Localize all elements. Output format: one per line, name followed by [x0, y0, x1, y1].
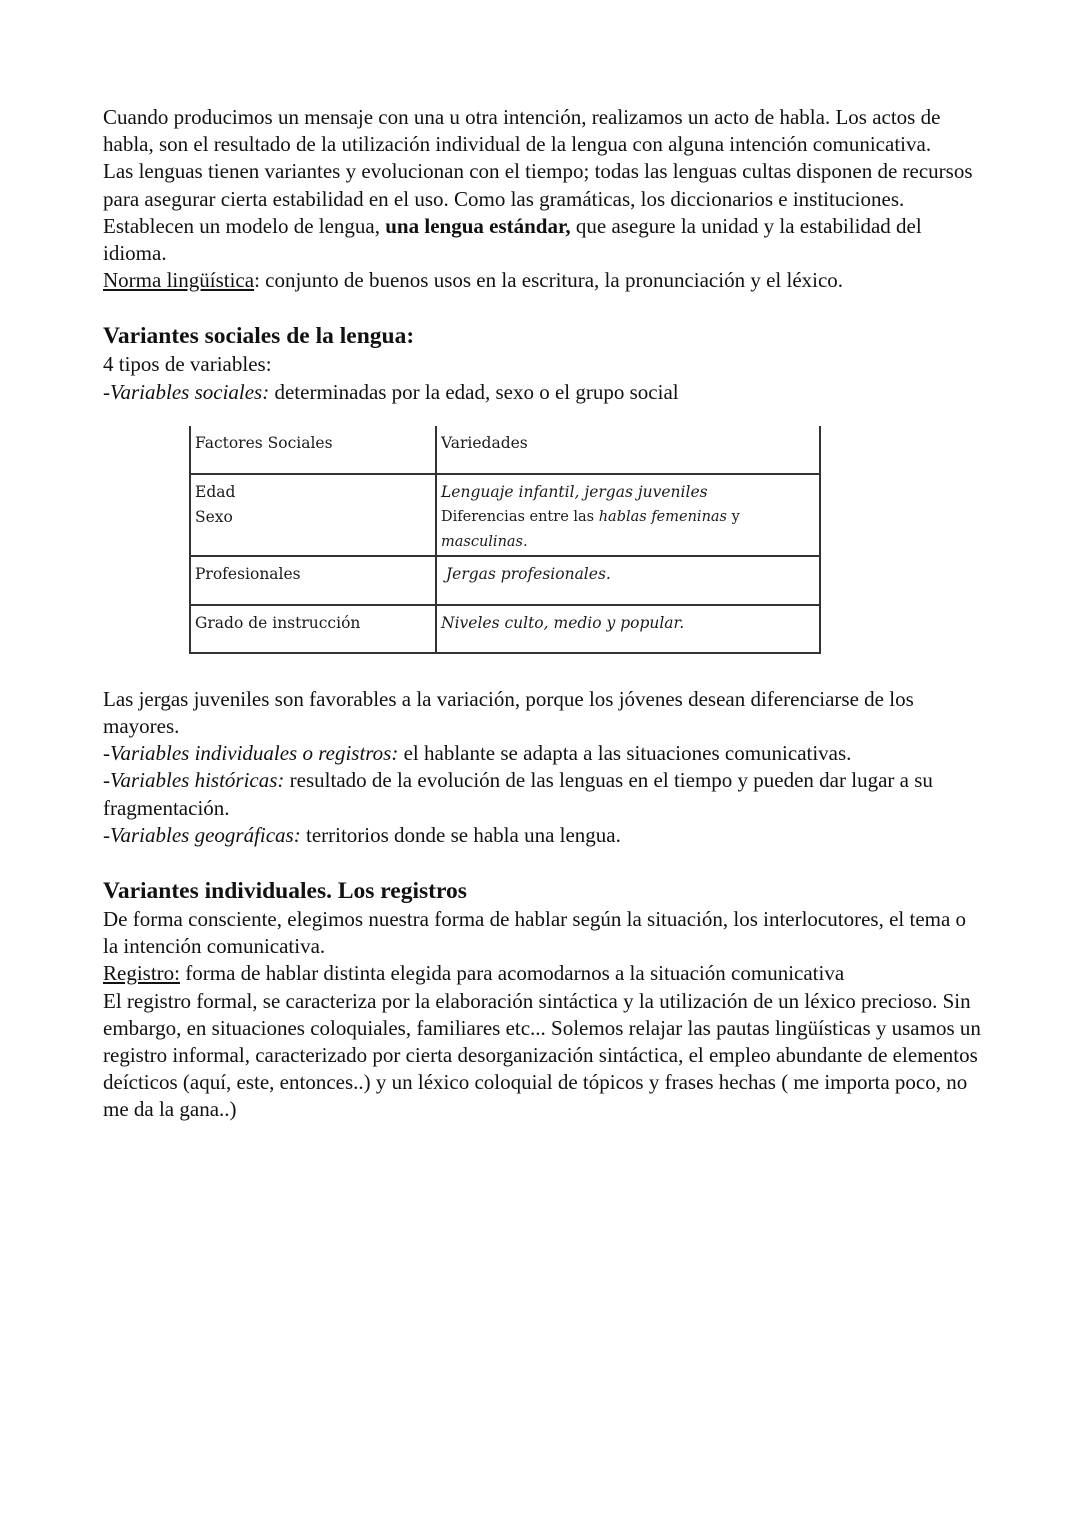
table-row [190, 474, 820, 556]
section-heading-social: Variantes sociales de la lengua: [103, 323, 415, 350]
norma-term: Norma lingüística [103, 268, 255, 293]
intro-paragraph-3 [103, 213, 983, 267]
registro-text: forma de hablar distinta elegida para acomodarnos a la situación comunicativa [180, 961, 845, 986]
table-row [190, 556, 820, 605]
table-header-cell: Factores Sociales [190, 426, 436, 474]
variable-text: el hablante se adapta a las situaciones comunicativas. [398, 741, 852, 766]
variable-item [103, 767, 983, 821]
norma-definition [103, 267, 983, 294]
variety-sexo [441, 505, 815, 555]
intro-text-pre: Establecen un modelo de lengua, [103, 213, 386, 238]
table-cell-variety [436, 474, 820, 556]
variety-edad: Lenguaje infantil, jergas juveniles [441, 482, 708, 501]
variable-label: -Variables individuales o registros: [103, 741, 399, 766]
table-cell-factor [190, 474, 436, 556]
variable-text: determinadas por la edad, sexo o el grupo social [269, 379, 679, 404]
intro-paragraph-1: Cuando producimos un mensaje con una u otra intención, realizamos un acto de habla. Los actos de habla, son el resultado de la utilización individual de la lengua con alguna intención comunicativa. [103, 105, 941, 157]
variable-item [103, 740, 983, 767]
document-page [103, 104, 983, 1124]
jergas-paragraph: Las jergas juveniles son favorables a la variación, porque los jóvenes desean diferenciarse de los mayores. [103, 686, 914, 739]
variety-italic: masculinas. [441, 533, 528, 550]
factor-edad: Edad [195, 482, 236, 501]
variable-text: resultado de la evolución de las lenguas en el tiempo y pueden dar lugar a su fragmentación. [103, 768, 933, 820]
table-cell-factor: Profesionales [190, 556, 436, 605]
table-row [190, 605, 820, 653]
table-header-cell: Variedades [436, 426, 820, 474]
registros-paragraph-2: El registro formal, se caracteriza por la elaboración sintáctica y la utilización de un léxico precioso. Sin embargo, en situaciones coloquiales, familiares etc... Solemos relajar las pautas lingüísticas y usamos un registro informal, caracterizado por cierta desorganización sintáctica, el empleo abundante de elementos deícticos (aquí, este, entonces..) y un léxico coloquial de tópicos y frases hechas ( me importa poco, no me da la gana..) [103, 988, 981, 1122]
standard-language-term: una lengua estándar, [385, 213, 571, 238]
section-heading-registros: Variantes individuales. Los registros [103, 878, 467, 905]
intro-paragraph-2: Las lenguas tienen variantes y evolucionan con el tiempo; todas las lenguas cultas disponen de recursos para asegurar cierta estabilidad en el uso. Como las gramáticas, los diccionarios e instituciones. [103, 159, 973, 211]
social-factors-table-wrapper [189, 426, 983, 654]
table-cell-factor: Grado de instrucción [190, 605, 436, 653]
variable-text: territorios donde se habla una lengua. [300, 822, 621, 847]
variable-label: -Variables sociales: [103, 379, 270, 404]
variety-text: y [727, 508, 740, 525]
registro-definition [103, 960, 983, 987]
registro-term: Registro: [103, 961, 180, 986]
table-cell-variety: Jergas profesionales. [436, 556, 820, 605]
table-header-row [190, 426, 820, 474]
variety-italic: hablas femeninas [598, 508, 727, 525]
variable-social-item [103, 379, 983, 406]
social-factors-table [189, 426, 821, 654]
variable-label: -Variables históricas: [103, 768, 285, 793]
variety-text: Diferencias entre las [441, 508, 599, 525]
variable-item [103, 822, 983, 849]
factor-sexo: Sexo [195, 507, 233, 526]
norma-text: : conjunto de buenos usos en la escritura, la pronunciación y el léxico. [254, 268, 844, 293]
intro-text-post: que asegure la unidad y la estabilidad del idioma. [103, 213, 922, 266]
variables-subtitle: 4 tipos de variables: [103, 352, 272, 377]
registros-paragraph-1: De forma consciente, elegimos nuestra forma de hablar según la situación, los interlocutores, el tema o la intención comunicativa. [103, 907, 967, 959]
variable-label: -Variables geográficas: [103, 822, 301, 847]
table-cell-variety: Niveles culto, medio y popular. [436, 605, 820, 653]
